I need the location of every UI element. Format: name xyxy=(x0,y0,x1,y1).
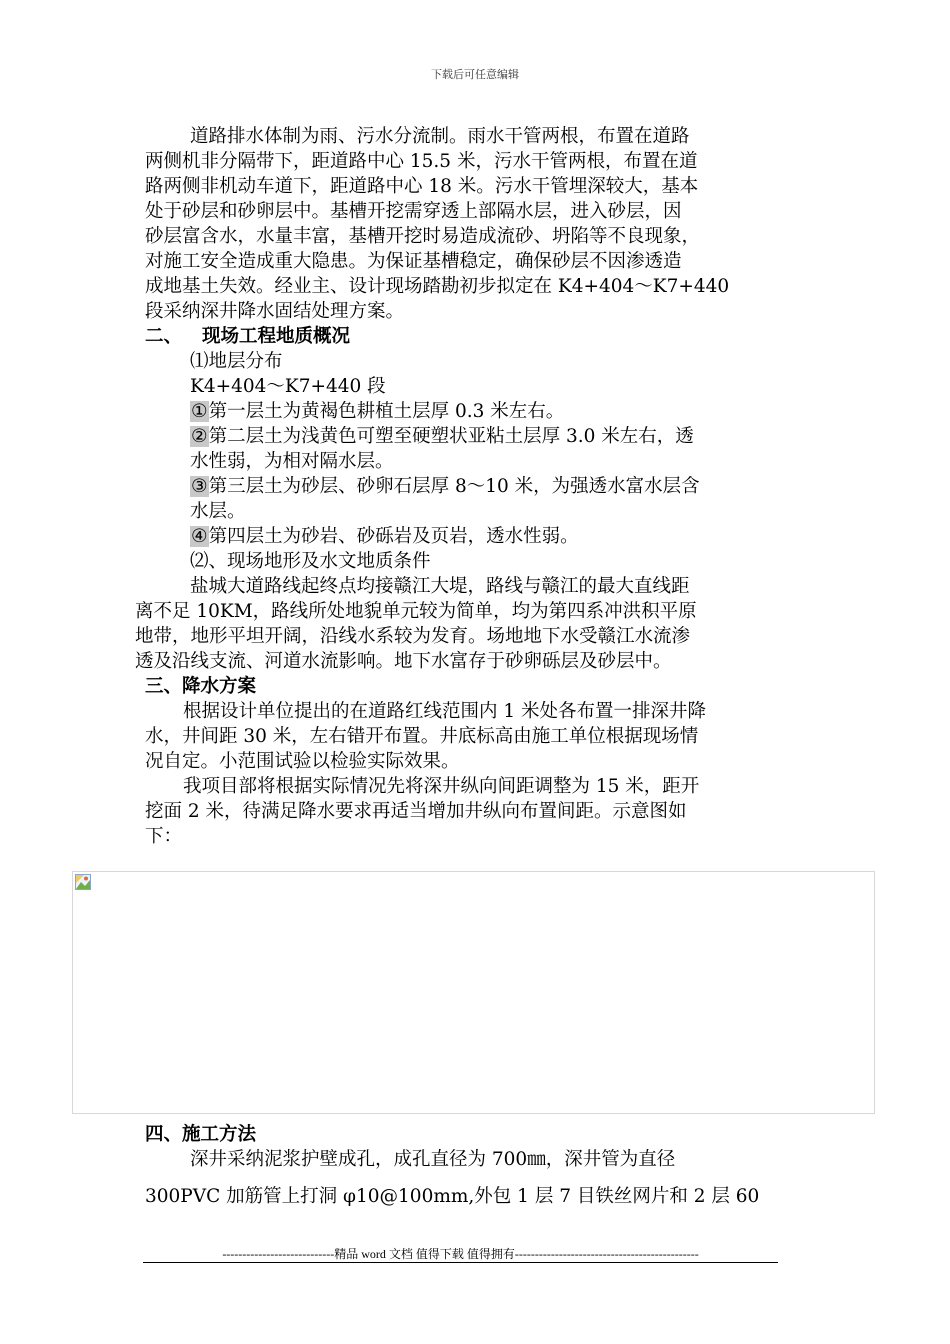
layer-text: 第一层土为黄褐色耕植土层厚 0.3 米左右。 xyxy=(208,401,565,422)
text-line: 处于砂层和砂卵层中。基槽开挖需穿透上部隔水层，进入砂层，因 xyxy=(145,201,682,222)
layer-marker: ③ xyxy=(191,476,208,497)
layer-text-cont: 水性弱，为相对隔水层。 xyxy=(190,451,394,472)
text-line: 砂层富含水，水量丰富，基槽开挖时易造成流砂、坍陷等不良现象， xyxy=(145,226,701,247)
layer-text-cont: 水层。 xyxy=(190,501,246,522)
text-line: 挖面 2 米，待满足降水要求再适当增加井纵向布置间距。示意图如 xyxy=(145,801,687,822)
text-line: 地带，地形平坦开阔，沿线水系较为发育。场地地下水受赣江水流渗 xyxy=(135,626,691,647)
text-line: 对施工安全造成重大隐患。为保证基槽稳定，确保砂层不因渗透造 xyxy=(145,251,682,272)
layer-text: 第二层土为浅黄色可塑至硬塑状亚粘土层厚 3.0 米左右，透 xyxy=(208,426,694,447)
text-line: 路两侧非机动车道下，距道路中心 18 米。污水干管埋深较大，基本 xyxy=(145,176,699,197)
layer-marker: ④ xyxy=(191,526,208,547)
header-note: 下载后可任意编辑 xyxy=(431,68,519,81)
text-line: 透及沿线支流、河道水流影响。地下水富存于砂卵砾层及砂层中。 xyxy=(135,651,672,672)
text-line: 道路排水体制为雨、污水分流制。雨水干管两根，布置在道路 xyxy=(190,126,690,147)
layer-marker: ② xyxy=(191,426,208,447)
text-line: 段采纳深井降水固结处理方案。 xyxy=(145,301,405,322)
text-line: 盐城大道路线起终点均接赣江大堤，路线与赣江的最大直线距 xyxy=(190,576,690,597)
section-2-title: 现场工程地质概况 xyxy=(202,326,351,347)
text-line: 下： xyxy=(145,826,183,847)
text-line: 水，井间距 30 米，左右错开布置。井底标高由施工单位根据现场情 xyxy=(145,726,699,747)
layer-item xyxy=(190,474,700,499)
layer-item xyxy=(190,524,579,549)
section-3-title: 三、降水方案 xyxy=(145,676,257,697)
diagram-image-placeholder xyxy=(72,871,875,1114)
subheading-hydrology: ⑵、现场地形及水文地质条件 xyxy=(190,551,431,572)
text-line: 300PVC 加筋管上打洞 φ10@100mm,外包 1 层 7 目铁丝网片和 2 层 60 xyxy=(145,1186,760,1207)
text-line: 离不足 10KM，路线所处地貌单元较为简单，均为第四系冲洪积平原 xyxy=(135,601,697,622)
layer-item xyxy=(190,424,694,449)
text-line: 我项目部将根据实际情况先将深井纵向间距调整为 15 米，距开 xyxy=(183,776,700,797)
section-2-number: 二、 xyxy=(145,326,183,347)
layer-text: 第四层土为砂岩、砂砾岩及页岩，透水性弱。 xyxy=(208,526,579,547)
subheading-strata: ⑴地层分布 xyxy=(190,351,283,372)
text-line: 深井采纳泥浆护壁成孔，成孔直径为 700㎜，深井管为直径 xyxy=(190,1149,676,1170)
footer-rule xyxy=(143,1262,778,1263)
range-label: K4+404～K7+440 段 xyxy=(190,376,386,397)
text-line: 两侧机非分隔带下，距道路中心 15.5 米，污水干管两根，布置在道 xyxy=(145,151,698,172)
section-4-title: 四、施工方法 xyxy=(145,1124,257,1145)
text-line: 成地基土失效。经业主、设计现场踏勘初步拟定在 K4+404～K7+440 xyxy=(145,276,730,297)
text-line: 根据设计单位提出的在道路红线范围内 1 米处各布置一排深井降 xyxy=(183,701,707,722)
broken-image-icon xyxy=(75,874,91,890)
layer-item xyxy=(190,399,564,424)
footer-note: ----------------------------精品 word 文档 值得下载 值得拥有---------------------------------------------- xyxy=(222,1247,699,1261)
layer-text: 第三层土为砂层、砂卵石层厚 8～10 米，为强透水富水层含 xyxy=(208,476,700,497)
layer-marker: ① xyxy=(191,401,208,422)
text-line: 况自定。小范围试验以检验实际效果。 xyxy=(145,751,460,772)
